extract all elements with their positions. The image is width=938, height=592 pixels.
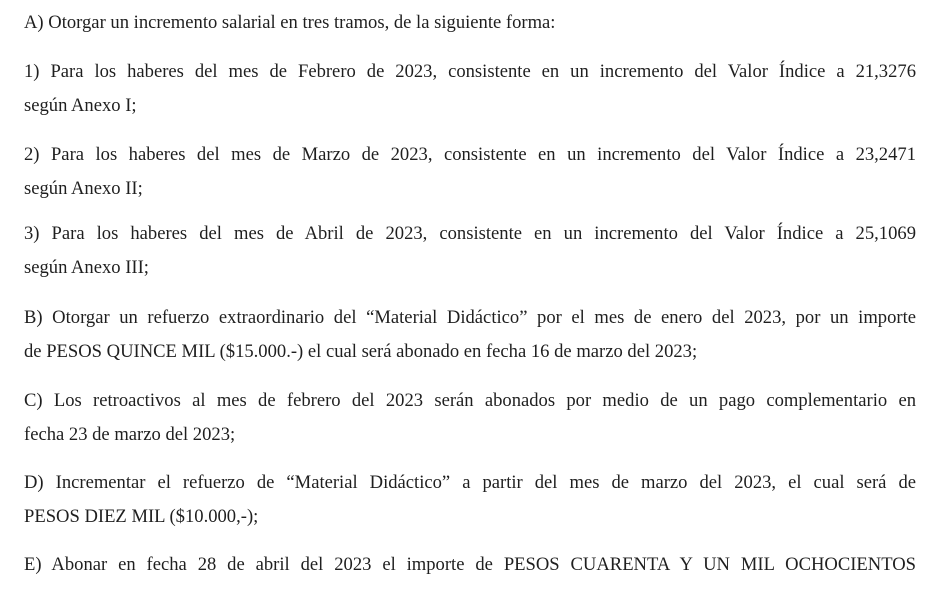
item-2-line-1: 2) Para los haberes del mes de Marzo de 2023, consistente en un incremento del Valor Índice a 23,2471 xyxy=(24,144,916,165)
item-b-line-2: de PESOS QUINCE MIL ($15.000.-) el cual será abonado en fecha 16 de marzo del 2023; xyxy=(24,341,698,362)
item-c-line-2: fecha 23 de marzo del 2023; xyxy=(24,424,236,445)
item-2-line-2: según Anexo II; xyxy=(24,178,143,199)
item-3-line-2: según Anexo III; xyxy=(24,257,149,278)
item-d-line-2: PESOS DIEZ MIL ($10.000,-); xyxy=(24,506,259,527)
item-c-line-1: C) Los retroactivos al mes de febrero del 2023 serán abonados por medio de un pago complementario en xyxy=(24,390,916,411)
item-e-line-1: E) Abonar en fecha 28 de abril del 2023 el importe de PESOS CUARENTA Y UN MIL OCHOCIENTOS xyxy=(24,554,916,575)
item-1-line-2: según Anexo I; xyxy=(24,95,137,116)
item-3-line-1: 3) Para los haberes del mes de Abril de 2023, consistente en un incremento del Valor Índice a 25,1069 xyxy=(24,223,916,244)
item-b-line-1: B) Otorgar un refuerzo extraordinario del “Material Didáctico” por el mes de enero del 2023, por un importe xyxy=(24,307,916,328)
item-d-line-1: D) Incrementar el refuerzo de “Material Didáctico” a partir del mes de marzo del 2023, el cual será de xyxy=(24,472,916,493)
item-a-line-1: A) Otorgar un incremento salarial en tres tramos, de la siguiente forma: xyxy=(24,12,556,33)
item-1-line-1: 1) Para los haberes del mes de Febrero de 2023, consistente en un incremento del Valor Índice a 21,3276 xyxy=(24,61,916,82)
